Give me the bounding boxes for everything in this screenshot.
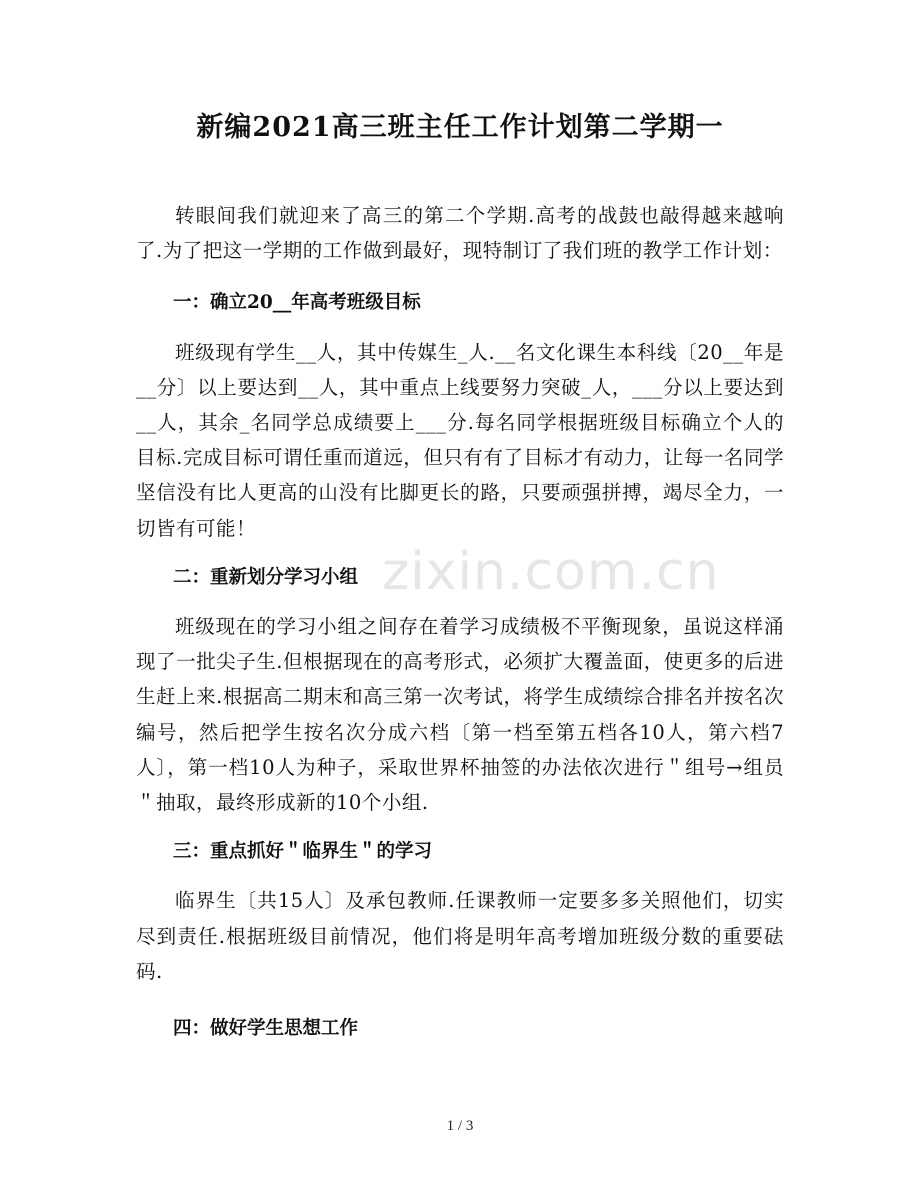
document-title: 新编2021高三班主任工作计划第二学期一 <box>196 112 724 143</box>
section-body-3: 临界生〔共15人〕及承包教师.任课教师一定要多多关照他们，切实尽到责任.根据班级目前情况，他们将是明年高考增加班级分数的重要砝码. <box>136 889 784 983</box>
section-heading-1: 一：确立20__年高考班级目标 <box>173 292 421 314</box>
section-heading-4: 四：做好学生思想工作 <box>173 1018 359 1040</box>
intro-paragraph: 转眼间我们就迎来了高三的第二个学期.高考的战鼓也敲得越来越响了.为了把这一学期的工作做到最好，现特制订了我们班的教学工作计划： <box>136 204 784 263</box>
section-heading-2: 二：重新划分学习小组 <box>173 566 359 588</box>
document-body <box>136 198 784 1046</box>
watermark: zixin.com.cn <box>382 542 720 602</box>
section-body-1: 班级现有学生__人，其中传媒生_人.__名文化课生本科线〔20__年是__分〕以上要达到__人，其中重点上线要努力突破_人，___分以上要达到__人，其余_名同学总成绩要上___分.每名同学根据班级目标确立个人的目标.完成目标可谓任重而道远，但只有有了目标才有动力，让每一名同学坚信没有比人更高的山没有比脚更长的路，只要顽强拼搏，竭尽全力，一切皆有可能！ <box>136 340 784 540</box>
section-heading-3: 三：重点抓好＂临界生＂的学习 <box>173 841 433 863</box>
page-indicator: 1 / 3 <box>446 1118 474 1134</box>
section-body-2: 班级现在的学习小组之间存在着学习成绩极不平衡现象，虽说这样涌现了一批尖子生.但根据现在的高考形式，必须扩大覆盖面，使更多的后进生赶上来.根据高二期末和高三第一次考试，将学生成绩综合排名并按名次编号，然后把学生按名次分成六档〔第一档至第五档各10人，第六档7人〕，第一档10人为种子，采取世界杯抽签的办法依次进行＂组号→组员＂抽取，最终形成新的10个小组. <box>136 615 784 815</box>
